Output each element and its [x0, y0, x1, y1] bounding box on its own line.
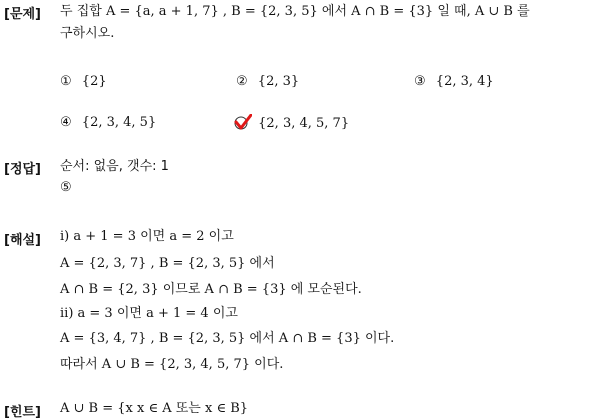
choice-3[interactable]	[414, 74, 494, 89]
check-mark-icon	[234, 114, 252, 130]
choice-2-text: {2, 3}	[257, 74, 300, 89]
hint-label: [힌트]	[4, 405, 41, 420]
solution-line-1: ⅰ) a + 1 = 3 이면 a = 2 이고	[60, 229, 234, 244]
choice-3-number: ③	[414, 74, 426, 89]
solution-line-5: A = {3, 4, 7} , B = {2, 3, 5} 에서 A ∩ B = {3} 이다.	[60, 331, 395, 346]
choice-4-number: ④	[60, 115, 72, 130]
choice-1-text: {2}	[81, 74, 107, 89]
choice-4-text: {2, 3, 4, 5}	[81, 115, 157, 130]
choice-2[interactable]	[236, 74, 299, 89]
answer-choice: ⑤	[60, 180, 72, 195]
solution-line-3: A ∩ B = {2, 3} 이므로 A ∩ B = {3} 에 모순된다.	[60, 282, 362, 297]
solution-label: [해설]	[4, 233, 41, 248]
problem-text-line2: 구하시오.	[60, 26, 115, 41]
answer-info: 순서: 없음, 갯수: 1	[60, 159, 169, 174]
solution-line-4: ⅱ) a = 3 이면 a + 1 = 4 이고	[60, 306, 238, 321]
choice-5-text: {2, 3, 4, 5, 7}	[258, 116, 350, 131]
answer-label: [정답]	[4, 162, 41, 177]
choice-5[interactable]	[234, 114, 349, 131]
choice-1-number: ①	[60, 74, 72, 89]
choice-3-text: {2, 3, 4}	[435, 74, 494, 89]
solution-line-6: 따라서 A ∪ B = {2, 3, 4, 5, 7} 이다.	[60, 357, 284, 372]
problem-text-line1: 두 집합 A = {a, a + 1, 7} , B = {2, 3, 5} 에서 A ∩ B = {3} 일 때, A ∪ B 를	[60, 4, 530, 19]
choice-4[interactable]	[60, 115, 156, 130]
hint-text: A ∪ B = {x x ∈ A 또는 x ∈ B}	[60, 401, 249, 416]
solution-line-2: A = {2, 3, 7} , B = {2, 3, 5} 에서	[60, 256, 275, 271]
choice-1[interactable]	[60, 74, 107, 89]
choice-2-number: ②	[236, 74, 248, 89]
problem-label: [문제]	[4, 7, 41, 22]
